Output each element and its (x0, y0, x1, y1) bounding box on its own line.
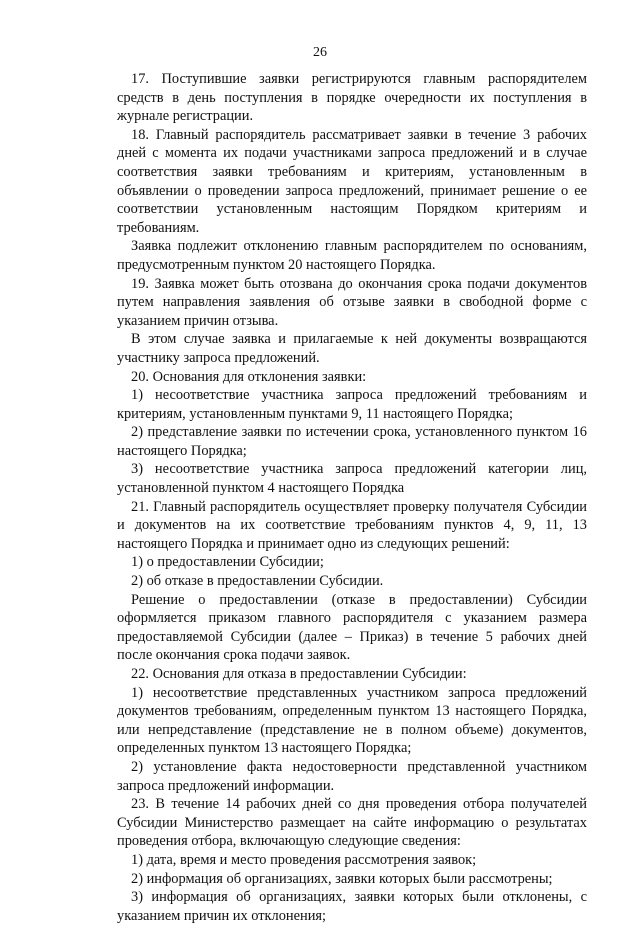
document-body (117, 70, 587, 925)
paragraph-23-item-3: 3) информация об организациях, заявки которых были отклонены, с указанием причин их отклонения; (117, 889, 587, 924)
paragraph-20-item-1: 1) несоответствие участника запроса предложений требованиям и критериям, установленным пунктами 9, 11 настоящего Порядка; (117, 387, 587, 422)
paragraph-20-heading: 20. Основания для отклонения заявки: (131, 368, 367, 385)
paragraph-22-item-2: 2) установление факта недостоверности представленной участником запроса предложений информации. (117, 758, 587, 794)
paragraph-23: 23. В течение 14 рабочих дней со дня проведения отбора получателей Субсидии Министерство размещает на сайте информацию о результатах проведения отбора, включающую следующие сведения: (117, 796, 587, 850)
paragraph-17: 17. Поступившие заявки регистрируются главным распорядителем средств в день поступления в порядке очередности их поступления в журнале регистрации. (117, 71, 587, 125)
paragraph-22-heading: 22. Основания для отказа в предоставлении Субсидии: (131, 666, 467, 682)
paragraph-23-item-1: 1) дата, время и место проведения рассмотрения заявок; (131, 851, 477, 868)
paragraph-22-item-1: 1) несоответствие представленных участником запроса предложений документов требованиям, определенным пунктом 13 настоящего Порядка, или непредставление (представление не в полном объеме) документов, определенных пунктом 13 настоящего Порядка; (117, 684, 587, 757)
paragraph-23-item-2: 2) информация об организациях, заявки которых были рассмотрены; (131, 870, 553, 887)
paragraph-21-decision: Решение о предоставлении (отказе в предоставлении) Субсидии оформляется приказом главного распорядителя с указанием размера предоставляемой Субсидии (далее – Приказ) в течение 5 рабочих дней после окончания срока подачи заявок. (117, 591, 587, 664)
paragraph-18: 18. Главный распорядитель рассматривает заявки в течение 3 рабочих дней с момента их подачи участниками запроса предложений и в случае соответствия заявки требованиям и критериям, установленным в объявлении о проведении запроса предложений, принимает решение о ее соответствии установленным настоящим Порядком критериям и требованиям. (117, 126, 587, 236)
paragraph-21: 21. Главный распорядитель осуществляет проверку получателя Субсидии и документов на их соответствие требованиям пунктов 4, 9, 11, 13 настоящего Порядка и принимает одно из следующих решений: (117, 498, 587, 552)
paragraph-21-item-2: 2) об отказе в предоставлении Субсидии. (131, 573, 384, 590)
page-number: 26 (313, 45, 327, 60)
paragraph-18-rejection-note: Заявка подлежит отклонению главным распорядителем по основаниям, предусмотренным пунктом 20 настоящего Порядка. (117, 238, 587, 273)
paragraph-21-item-1: 1) о предоставлении Субсидии; (131, 554, 324, 571)
paragraph-20-item-3: 3) несоответствие участника запроса предложений категории лиц, установленной пунктом 4 настоящего Порядка (117, 461, 587, 497)
paragraph-19-return-note: В этом случае заявка и прилагаемые к ней документы возвращаются участнику запроса предложений. (117, 331, 587, 366)
paragraph-20-item-2: 2) представление заявки по истечении срока, установленного пунктом 16 настоящего Порядка; (117, 424, 587, 459)
paragraph-19: 19. Заявка может быть отозвана до окончания срока подачи документов путем направления заявления об отзыве заявки в свободной форме с указанием причин отзыва. (117, 275, 587, 329)
